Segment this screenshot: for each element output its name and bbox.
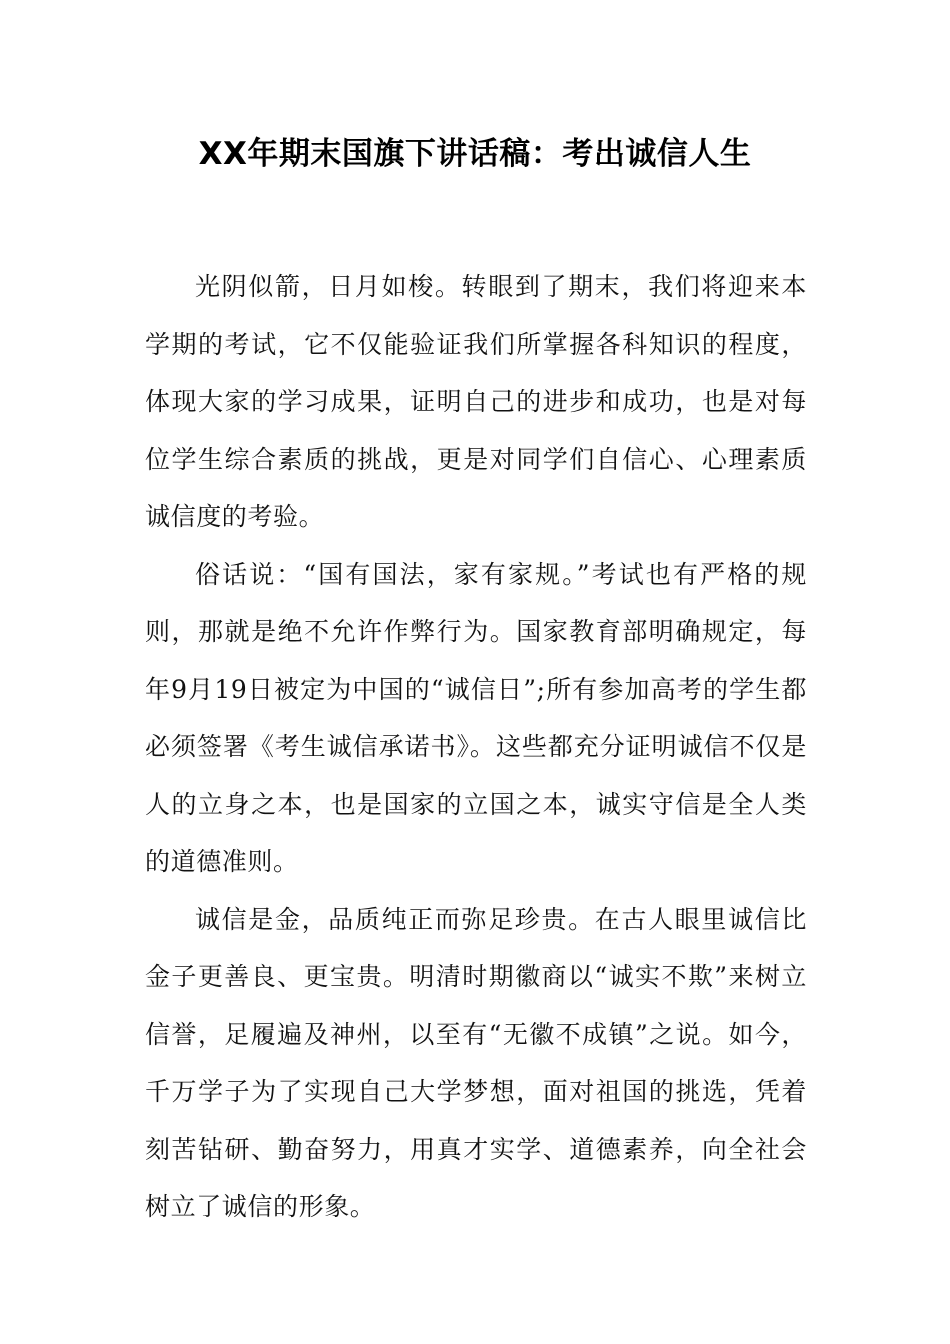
paragraph-3: 诚信是金，品质纯正而弥足珍贵。在古人眼里诚信比金子更善良、更宝贵。明清时期徽商以“诚实不欺”来树立信誉，足履遍及神州，以至有“无徽不成镇”之说。如今，千万学子为了实现自己大学梦想，面对祖国的挑选，凭着刻苦钻研、勤奋努力，用真才实学、道德素养，向全社会树立了诚信的形象。 [145,904,807,1221]
paragraph-1: 光阴似箭，日月如梭。转眼到了期末，我们将迎来本学期的考试，它不仅能验证我们所掌握各科知识的程度，体现大家的学习成果，证明自己的进步和成功，也是对每位学生综合素质的挑战，更是对同学们自信心、心理素质诚信度的考验。 [145,272,807,531]
paragraph-2: 俗话说：“国有国法，家有家规。”考试也有严格的规则，那就是绝不允许作弊行为。国家教育部明确规定，每年9月19日被定为中国的“诚信日”;所有参加高考的学生都必须签署《考生诚信承诺书》。这些都充分证明诚信不仅是人的立身之本，也是国家的立国之本，诚实守信是全人类的道德准则。 [145,559,807,876]
document-title: XX年期末国旗下讲话稿：考出诚信人生 [198,136,752,172]
document-body [145,258,807,1236]
